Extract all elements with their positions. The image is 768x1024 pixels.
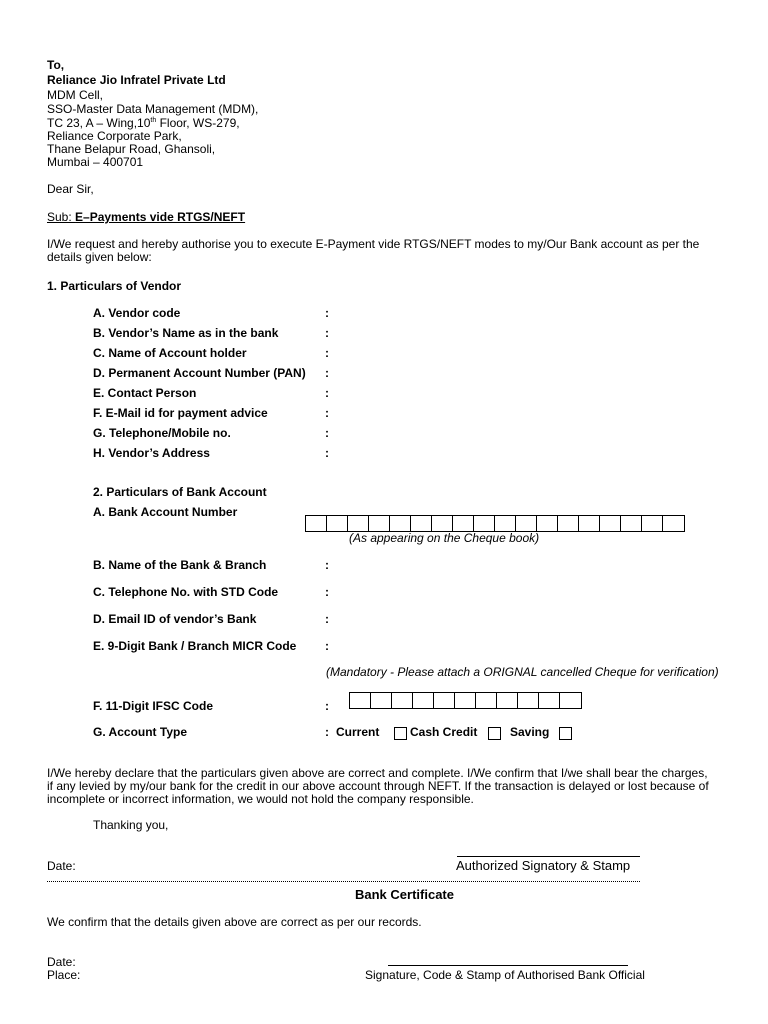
- ifsc-char-box[interactable]: [518, 693, 539, 708]
- vendor-field-label: F. E-Mail id for payment advice: [93, 406, 268, 420]
- colon: :: [325, 306, 329, 320]
- account-type-label: G. Account Type: [93, 725, 188, 739]
- bank-certificate-title: Bank Certificate: [355, 887, 454, 902]
- address-line3-post: Floor, WS-279,: [156, 116, 240, 130]
- ifsc-char-box[interactable]: [413, 693, 434, 708]
- bank-section-title: 2. Particulars of Bank Account: [93, 485, 267, 499]
- ifsc-char-box[interactable]: [371, 693, 392, 708]
- bank-telephone-label: C. Telephone No. with STD Code: [93, 585, 279, 599]
- declaration-line1: I/We hereby declare that the particulars given above are correct and complete. I/We confirm that I/we shall bear the charges,: [47, 766, 708, 780]
- account-number-label: A. Bank Account Number: [93, 505, 238, 519]
- vendor-field-label: A. Vendor code: [93, 306, 181, 320]
- account-digit-box[interactable]: [495, 516, 516, 531]
- address-line2: SSO-Master Data Management (MDM),: [47, 102, 259, 116]
- signatory-line: [457, 856, 640, 857]
- account-type-saving-label: Saving: [510, 725, 550, 739]
- ifsc-label: F. 11-Digit IFSC Code: [93, 699, 214, 713]
- account-type-current-checkbox[interactable]: [394, 727, 407, 740]
- intro-line1: I/We request and hereby authorise you to execute E-Payment vide RTGS/NEFT modes to my/Our Bank account as per the: [47, 237, 700, 251]
- bank-email-label: D. Email ID of vendor’s Bank: [93, 612, 257, 626]
- account-digit-box[interactable]: [453, 516, 474, 531]
- ifsc-char-box[interactable]: [497, 693, 518, 708]
- bank-date-label: Date:: [47, 955, 76, 969]
- account-digit-box[interactable]: [558, 516, 579, 531]
- account-digit-box[interactable]: [306, 516, 327, 531]
- vendor-field-label: D. Permanent Account Number (PAN): [93, 366, 306, 380]
- ifsc-char-box[interactable]: [350, 693, 371, 708]
- vendor-field-label: H. Vendor’s Address: [93, 446, 210, 460]
- colon: :: [325, 406, 329, 420]
- colon: :: [325, 346, 329, 360]
- account-digit-box[interactable]: [348, 516, 369, 531]
- account-digit-box[interactable]: [663, 516, 684, 531]
- ifsc-char-box[interactable]: [455, 693, 476, 708]
- subject-line: [47, 211, 245, 224]
- account-type-cash-credit-label: Cash Credit: [410, 725, 478, 739]
- signatory-label: Authorized Signatory & Stamp: [456, 858, 631, 873]
- account-digit-box[interactable]: [600, 516, 621, 531]
- address-line1: MDM Cell,: [47, 88, 103, 102]
- colon: :: [325, 326, 329, 340]
- account-type-current-label: Current: [336, 725, 380, 739]
- colon: :: [325, 558, 329, 572]
- vendor-field-label: B. Vendor’s Name as in the bank: [93, 326, 279, 340]
- account-digit-box[interactable]: [642, 516, 663, 531]
- account-digit-box[interactable]: [432, 516, 453, 531]
- address-line3-pre: TC 23, A – Wing,10: [47, 116, 151, 130]
- subject-prefix: Sub:: [47, 210, 76, 224]
- bank-place-label: Place:: [47, 968, 81, 982]
- address-line6: Mumbai – 400701: [47, 155, 144, 169]
- address-line4: Reliance Corporate Park,: [47, 129, 182, 143]
- account-digit-box[interactable]: [411, 516, 432, 531]
- account-digit-box[interactable]: [369, 516, 390, 531]
- colon: :: [325, 699, 329, 713]
- bank-signature-line: [388, 965, 628, 966]
- thanking-text: Thanking you,: [93, 818, 169, 832]
- vendor-field-label: E. Contact Person: [93, 386, 197, 400]
- account-type-cash-credit-checkbox[interactable]: [488, 727, 501, 740]
- ifsc-char-box[interactable]: [476, 693, 497, 708]
- ifsc-char-box[interactable]: [560, 693, 581, 708]
- separator-dotted-line: [47, 881, 640, 882]
- colon: :: [325, 612, 329, 626]
- address-to: To,: [47, 58, 65, 72]
- salutation: Dear Sir,: [47, 182, 94, 196]
- account-digit-box[interactable]: [621, 516, 642, 531]
- account-number-boxes[interactable]: [305, 515, 685, 532]
- colon: :: [325, 426, 329, 440]
- colon: :: [325, 366, 329, 380]
- account-digit-box[interactable]: [516, 516, 537, 531]
- colon: :: [325, 639, 329, 653]
- ifsc-char-box[interactable]: [392, 693, 413, 708]
- address-line5: Thane Belapur Road, Ghansoli,: [47, 142, 216, 156]
- account-digit-box[interactable]: [474, 516, 495, 531]
- address-line3-sup: th: [150, 117, 157, 124]
- account-digit-box[interactable]: [390, 516, 411, 531]
- mandatory-note: (Mandatory - Please attach a ORIGNAL cancelled Cheque for verification): [326, 665, 719, 679]
- bank-signature-label: Signature, Code & Stamp of Authorised Bank Official: [365, 968, 645, 982]
- date-label: Date:: [47, 859, 76, 873]
- colon: :: [325, 446, 329, 460]
- micr-label: E. 9-Digit Bank / Branch MICR Code: [93, 639, 297, 653]
- bank-certificate-confirm: We confirm that the details given above are correct as per our records.: [47, 915, 422, 929]
- ifsc-char-box[interactable]: [434, 693, 455, 708]
- account-digit-box[interactable]: [327, 516, 348, 531]
- subject-text: E–Payments vide RTGS/NEFT: [75, 210, 246, 224]
- account-type-saving-checkbox[interactable]: [559, 727, 572, 740]
- vendor-field-label: C. Name of Account holder: [93, 346, 247, 360]
- declaration-line3: incomplete or incorrect information, we would not hold the company responsible.: [47, 792, 474, 806]
- ifsc-char-box[interactable]: [539, 693, 560, 708]
- address-company: Reliance Jio Infratel Private Ltd: [47, 73, 226, 87]
- bank-branch-label: B. Name of the Bank & Branch: [93, 558, 267, 572]
- account-note: (As appearing on the Cheque book): [349, 531, 540, 545]
- intro-line2: details given below:: [47, 250, 152, 264]
- declaration-line2: if any levied by my/our bank for the credit in our above account through NEFT. If the transaction is delayed or lost because of: [47, 779, 709, 793]
- vendor-section-title: 1. Particulars of Vendor: [47, 279, 182, 293]
- account-digit-box[interactable]: [537, 516, 558, 531]
- colon: :: [325, 725, 329, 739]
- ifsc-boxes[interactable]: [349, 692, 582, 709]
- colon: :: [325, 585, 329, 599]
- account-digit-box[interactable]: [579, 516, 600, 531]
- vendor-field-label: G. Telephone/Mobile no.: [93, 426, 231, 440]
- colon: :: [325, 386, 329, 400]
